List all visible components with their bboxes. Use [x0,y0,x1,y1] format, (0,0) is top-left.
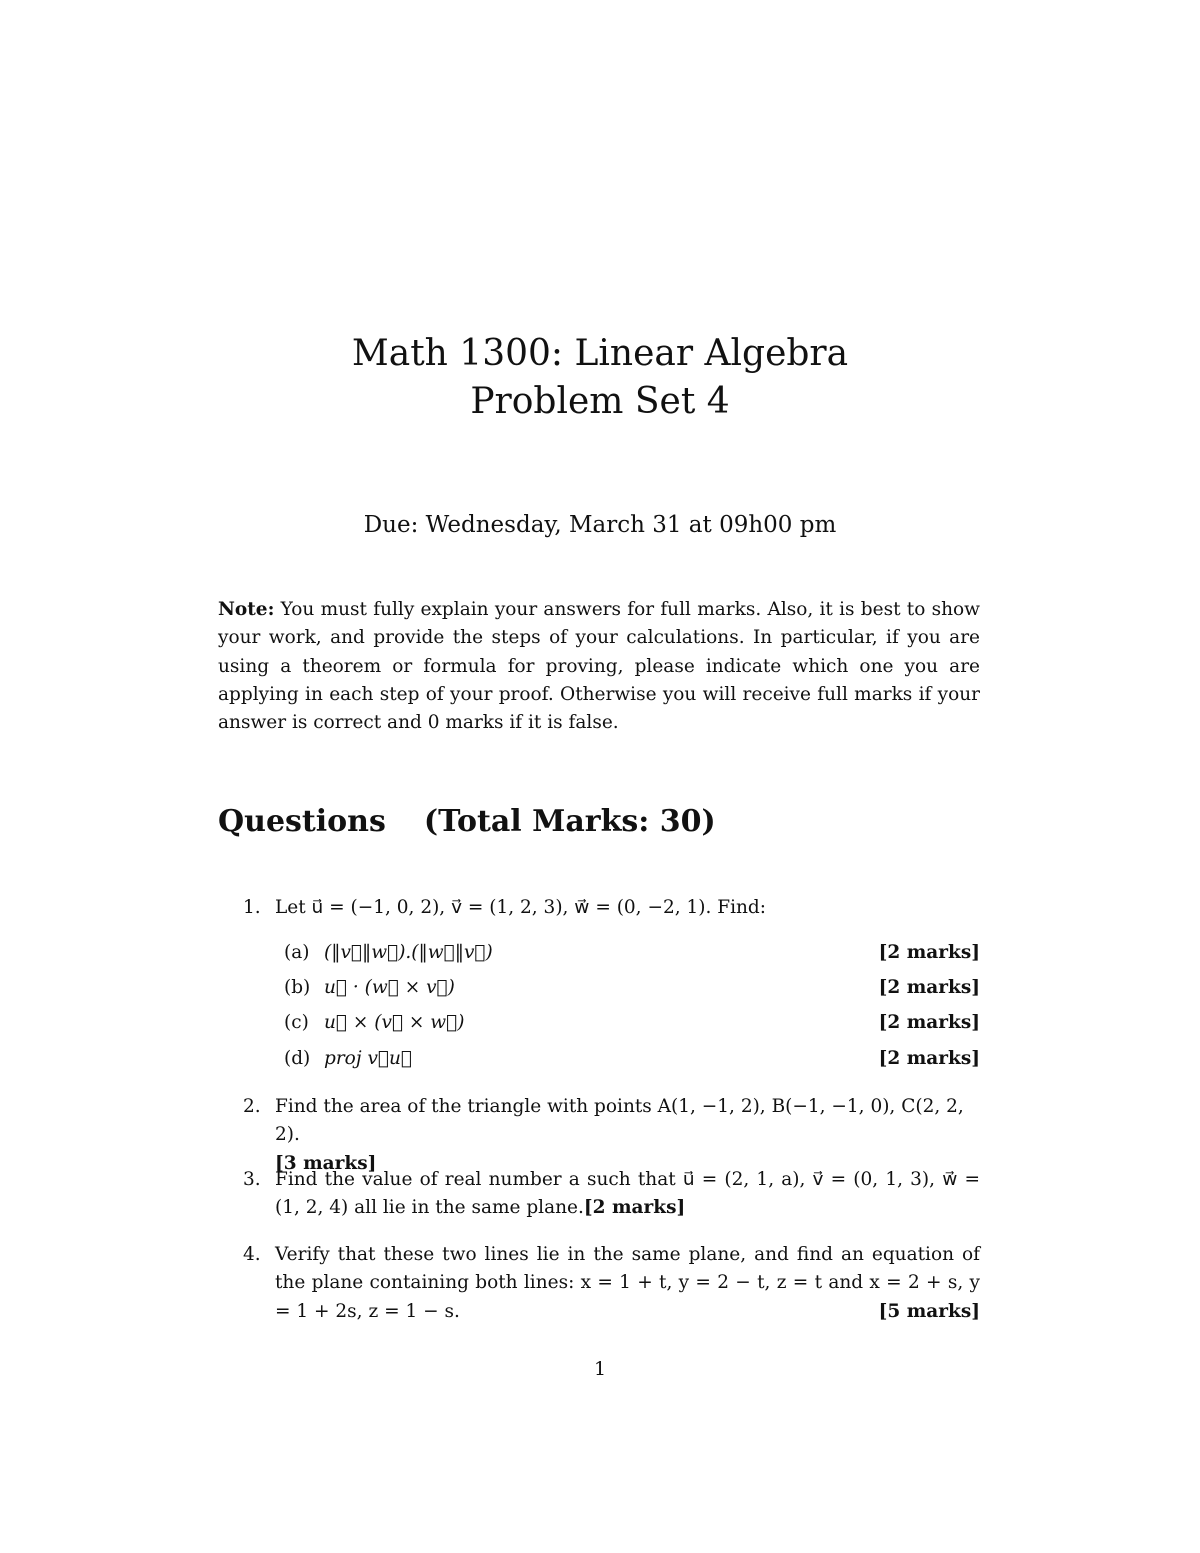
question-text-wrap [275,1166,980,1223]
subpart-label: (a) [284,942,310,963]
note-label: Note: [218,599,275,620]
question-text-wrap [275,1241,980,1326]
question-marks: [5 marks] [878,1300,980,1322]
subpart-label: (c) [284,1012,309,1033]
question-text: Verify that these two lines lie in the same plane, and find an equation of the plane containing both lines: x = 1 + t, y = 2 − t, z = t and x = 2 + s, y = 1 + 2s, z = 1 − s. [275,1244,980,1322]
question-number: 1. [243,897,261,918]
question-marks: [2 marks] [583,1197,686,1219]
question-text: Let u⃗ = (−1, 0, 2), v⃗ = (1, 2, 3), w⃗ = (0, −2, 1). Find: [275,897,766,918]
question-4 [243,1241,980,1326]
subpart-c [284,1012,980,1042]
questions-heading [218,804,716,839]
course-title: Math 1300: Linear Algebra [351,333,849,374]
document-title [0,330,1200,426]
question-marks: [3 marks] [275,1152,377,1174]
question-text: Find the area of the triangle with points A(1, −1, 2), B(−1, −1, 0), C(2, 2, 2). [275,1096,964,1146]
question-1 [243,894,980,922]
subpart-b [284,977,980,1007]
subpart-a [284,942,980,972]
note-paragraph [218,596,980,737]
page-number: 1 [593,1358,607,1380]
subpart-marks: [2 marks] [878,977,980,998]
question-number: 2. [243,1096,261,1117]
subpart-expression: proj v⃗u⃗ [324,1048,413,1069]
subpart-label: (d) [284,1048,311,1069]
question-number: 4. [243,1244,261,1265]
subpart-expression: u⃗ × (v⃗ × w⃗) [324,1012,465,1033]
total-marks: (Total Marks: 30) [423,804,716,839]
question-text: Find the value of real number a such that u⃗ = (2, 1, a), v⃗ = (0, 1, 3), w⃗ = (1, 2, 4) all lie in the same plane. [275,1169,980,1219]
subpart-expression: (‖v⃗‖w⃗).(‖w⃗‖v⃗) [324,942,493,963]
subpart-label: (b) [284,977,311,998]
subpart-marks: [2 marks] [878,942,980,963]
due-date: Due: Wednesday, March 31 at 09h00 pm [363,512,837,538]
subpart-marks: [2 marks] [878,1048,980,1069]
subpart-d [284,1048,980,1078]
questions-label: Questions [218,804,386,839]
subpart-expression: u⃗ · (w⃗ × v⃗) [324,977,455,998]
problem-set-title: Problem Set 4 [470,381,730,422]
subpart-marks: [2 marks] [878,1012,980,1033]
question-number: 3. [243,1169,261,1190]
question-3 [243,1166,980,1223]
note-text: You must fully explain your answers for full marks. Also, it is best to show your work, and provide the steps of your calculations. In particular, if you are using a theorem or formula for proving, please indicate which one you are applying in each step of your proof. Otherwise you will receive full marks if your answer is correct and 0 marks if it is false. [218,599,980,734]
